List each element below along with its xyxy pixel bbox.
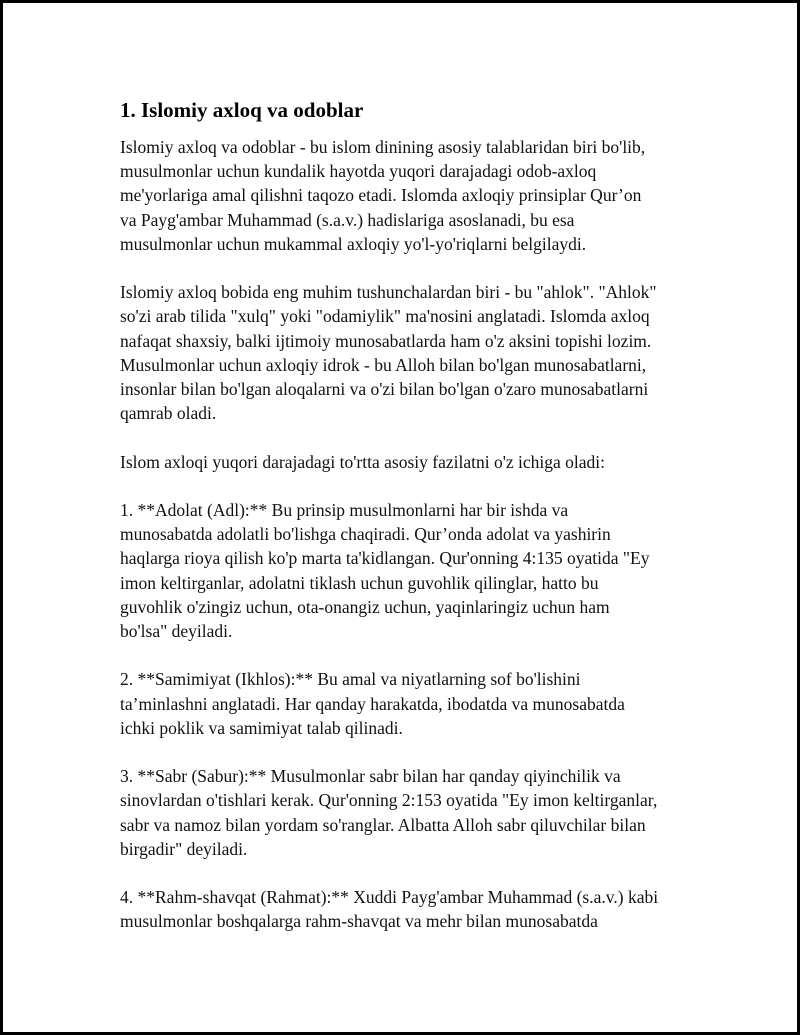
- list-item-samimiyat: 2. **Samimiyat (Ikhlos):** Bu amal va niyatlarning sof bo'lishini ta’minlashni anglatadi. Har qanday harakatda, ibodatda va munosabatda ichki poklik va samimiyat talab qilinadi.: [120, 669, 625, 738]
- document-body: [120, 97, 700, 958]
- list-item-sabr: 3. **Sabr (Sabur):** Musulmonlar sabr bilan har qanday qiyinchilik va sinovlardan o'tishlari kerak. Qur'onning 2:153 oyatida "Ey imon keltirganlar, sabr va namoz bilan yordam so'ranglar. Albatta Alloh sabr qiluvchilar bilan birgadir" deyiladi.: [120, 766, 658, 859]
- paragraph-intro: Islomiy axloq va odoblar - bu islom dinining asosiy talablaridan biri bo'lib, musulmonlar uchun kundalik hayotda yuqori darajadagi odob-axloq me'yorlariga amal qilishni taqozo etadi. Islomda axloqiy prinsiplar Qur’on va Payg'ambar Muhammad (s.a.v.) hadislariga asoslanadi, bu esa musulmonlar uchun mukammal axloqiy yo'l-yo'riqlarni belgilaydi.: [120, 137, 646, 254]
- list-item-rahm-shavqat: 4. **Rahm-shavqat (Rahmat):** Xuddi Payg'ambar Muhammad (s.a.v.) kabi musulmonlar boshqalarga rahm-shavqat va mehr bilan munosabatda: [120, 887, 659, 932]
- section-title: 1. Islomiy axloq va odoblar: [120, 98, 364, 122]
- paragraph-ahlok: Islomiy axloq bobida eng muhim tushunchalardan biri - bu "ahlok". "Ahlok" so'zi arab tilida "xulq" yoki "odamiylik" ma'nosini anglatadi. Islomda axloq nafaqat shaxsiy, balki ijtimoiy munosabatlarda ham o'z aksini topishi lozim. Musulmonlar uchun axloqiy idrok - bu Alloh bilan bo'lgan munosabatlarni, insonlar bilan bo'lgan aloqalarni va o'zi bilan bo'lgan o'zaro munosabatlarni qamrab oladi.: [120, 282, 657, 424]
- list-item-adolat: 1. **Adolat (Adl):** Bu prinsip musulmonlarni har bir ishda va munosabatda adolatli bo'lishga chaqiradi. Qur’onda adolat va yashirin haqlarga rioya qilish ko'p marta ta'kidlangan. Qur'onning 4:135 oyatida "Ey imon keltirganlar, adolatni tiklash uchun guvohlik qilinglar, hatto bu guvohlik o'zingiz uchun, ota-onangiz uchun, yaqinlaringiz uchun ham bo'lsa" deyiladi.: [120, 500, 650, 642]
- paragraph-virtues-intro: Islom axloqi yuqori darajadagi to'rtta asosiy fazilatni o'z ichiga oladi:: [120, 451, 605, 472]
